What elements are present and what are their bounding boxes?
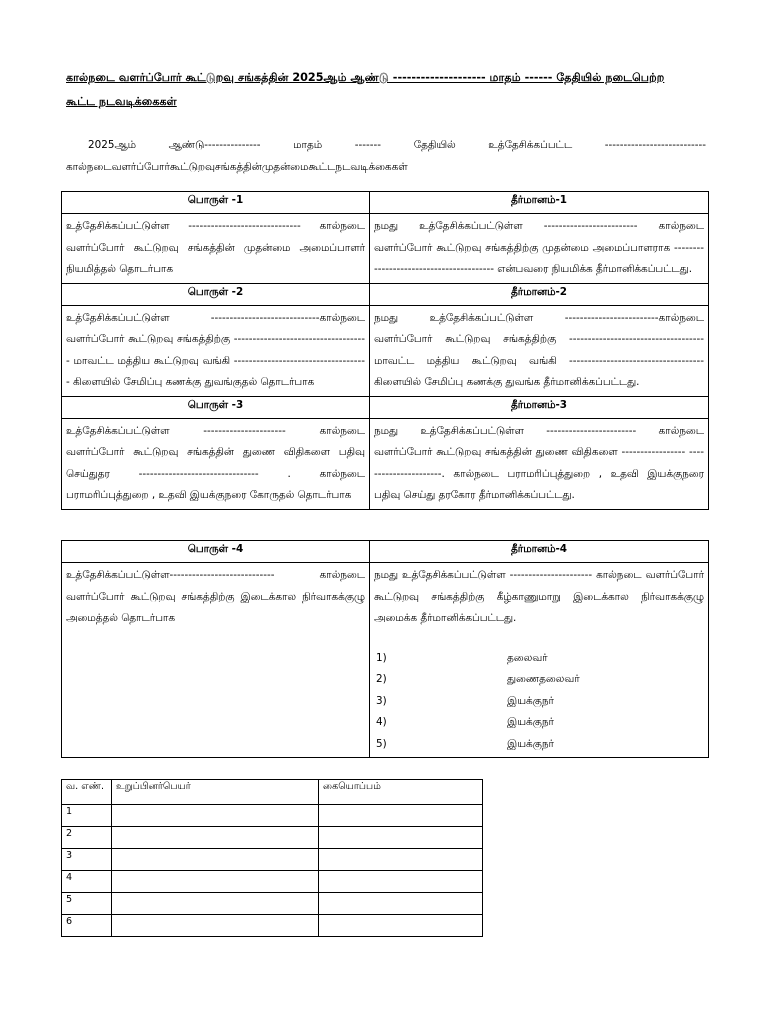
committee-table bbox=[61, 540, 709, 758]
title-line-1: கால்நடை வளர்ப்போர் கூட்டுறவு சங்கத்தின் 2025ஆம் ஆண்டு -------------------- மாதம் ------ தேதியில் நடைபெற்ற bbox=[66, 71, 665, 84]
list-item bbox=[374, 669, 704, 691]
role-name: இயக்குநர் bbox=[507, 737, 554, 750]
member-name-cell[interactable] bbox=[112, 915, 319, 937]
intro-paragraph bbox=[66, 134, 706, 178]
list-item bbox=[374, 734, 704, 756]
intro-line-2: கால்நடைவளர்ப்போர்கூட்டுறவுசங்கத்தின்முதன்மைகூட்டநடவடிக்கைகள் bbox=[66, 161, 408, 173]
resolution-cell-4 bbox=[370, 563, 709, 758]
signature-cell[interactable] bbox=[319, 805, 483, 827]
serial-number-cell: 5 bbox=[62, 893, 112, 915]
subject-heading-2: பொருள் -2 bbox=[62, 283, 370, 305]
serial-number-cell: 4 bbox=[62, 871, 112, 893]
signature-table bbox=[61, 779, 483, 937]
table-row bbox=[62, 893, 483, 915]
subject-heading-3: பொருள் -3 bbox=[62, 396, 370, 418]
signature-cell[interactable] bbox=[319, 915, 483, 937]
role-number: 1) bbox=[376, 651, 387, 664]
role-number: 2) bbox=[376, 673, 387, 685]
resolution-text-4: நமது உத்தேசிக்கப்பட்டுள்ள ---------------------- கால்நடை வளர்ப்போர் கூட்டுறவு சங்கத்திற்கு கீழ்காணுமாறு இடைக்கால நிர்வாகக்குழு அமைக்க தீர்மானிக்கப்பட்டது. bbox=[374, 569, 704, 624]
member-name-cell[interactable] bbox=[112, 805, 319, 827]
title-line-2: கூட்ட நடவடிக்கைகள் bbox=[66, 95, 177, 108]
resolution-heading-4: தீர்மானம்-4 bbox=[370, 541, 709, 563]
serial-number-cell: 2 bbox=[62, 827, 112, 849]
resolution-text-1: நமது உத்தேசிக்கப்பட்டுள்ள ------------------------- கால்நடை வளர்ப்போர் கூட்டுறவு சங்கத்திற்கு முதன்மை அமைப்பாளராக ---------------------------------------- என்பவரை நியமிக்க தீர்மானிக்கப்பட்டது. bbox=[370, 214, 709, 284]
resolution-heading-1: தீர்மானம்-1 bbox=[370, 192, 709, 214]
table-row bbox=[62, 192, 709, 214]
resolution-text-3: நமது உத்தேசிக்கப்பட்டுள்ள ------------------------ கால்நடை வளர்ப்போர் கூட்டுறவு சங்கத்தின் துணை விதிகளை ----------------- ----------------------. கால்நடை பராமரிப்புத்துறை , உதவி இயக்குநரை பதிவு செய்து தரகோர தீர்மானிக்கப்பட்டது. bbox=[370, 418, 709, 509]
list-item bbox=[374, 691, 704, 713]
member-name-cell[interactable] bbox=[112, 871, 319, 893]
subject-text-3: உத்தேசிக்கப்பட்டுள்ள ---------------------- கால்நடை வளர்ப்போர் கூட்டுறவு சங்கத்தின் துணை விதிகளை பதிவு செய்துதர -------------------------------- . கால்நடை பராமரிப்புத்துறை , உதவி இயக்குநரை கோருதல் தொடர்பாக bbox=[62, 418, 370, 509]
list-item bbox=[374, 648, 704, 670]
signature-cell[interactable] bbox=[319, 893, 483, 915]
table-row bbox=[62, 541, 709, 563]
table-row bbox=[62, 827, 483, 849]
member-name-cell[interactable] bbox=[112, 893, 319, 915]
resolution-text-2: நமது உத்தேசிக்கப்பட்டுள்ள -------------------------கால்நடை வளர்ப்போர் கூட்டுறவு சங்கத்திற்கு ------------------------------------ மாவட்ட மத்திய கூட்டுறவு வங்கி ------------------------------------ கிளையில் சேமிப்பு கணக்கு துவங்க தீர்மானிக்கப்பட்டது. bbox=[370, 305, 709, 396]
role-name: தலைவர் bbox=[507, 651, 548, 664]
member-name-cell[interactable] bbox=[112, 827, 319, 849]
table-row bbox=[62, 418, 709, 509]
role-name: இயக்குநர் bbox=[507, 716, 554, 728]
subject-text-4: உத்தேசிக்கப்பட்டுள்ள---------------------------- கால்நடை வளர்ப்போர் கூட்டுறவு சங்கத்திற்கு இடைக்கால நிர்வாகக்குழு அமைத்தல் தொடர்பாக bbox=[62, 563, 370, 758]
table-row bbox=[62, 305, 709, 396]
list-item bbox=[374, 712, 704, 734]
serial-number-cell: 6 bbox=[62, 915, 112, 937]
table-row bbox=[62, 563, 709, 758]
member-name-header: உறுப்பினர்பெயர் bbox=[112, 780, 319, 805]
member-name-cell[interactable] bbox=[112, 849, 319, 871]
table-header-row bbox=[62, 780, 483, 805]
resolution-heading-2: தீர்மானம்-2 bbox=[370, 283, 709, 305]
signature-header: கையொப்பம் bbox=[319, 780, 483, 805]
serial-number-cell: 1 bbox=[62, 805, 112, 827]
signature-cell[interactable] bbox=[319, 849, 483, 871]
signature-cell[interactable] bbox=[319, 827, 483, 849]
resolutions-table bbox=[61, 191, 709, 510]
table-row bbox=[62, 805, 483, 827]
document-title bbox=[66, 66, 706, 114]
serial-number-header: வ. எண். bbox=[62, 780, 112, 805]
serial-number-cell: 3 bbox=[62, 849, 112, 871]
table-row bbox=[62, 214, 709, 284]
role-number: 5) bbox=[376, 737, 387, 750]
table-row bbox=[62, 849, 483, 871]
table-row bbox=[62, 283, 709, 305]
subject-heading-1: பொருள் -1 bbox=[62, 192, 370, 214]
role-number: 4) bbox=[376, 716, 387, 728]
table-row bbox=[62, 871, 483, 893]
role-number: 3) bbox=[376, 694, 387, 707]
resolution-heading-3: தீர்மானம்-3 bbox=[370, 396, 709, 418]
role-name: துணைதலைவர் bbox=[507, 673, 580, 685]
subject-heading-4: பொருள் -4 bbox=[62, 541, 370, 563]
intro-line-1: 2025ஆம் ஆண்டு--------------- மாதம் ------- தேதியில் உத்தேசிக்கப்பட்ட --------------------------- bbox=[88, 139, 706, 151]
subject-text-1: உத்தேசிக்கப்பட்டுள்ள ------------------------------ கால்நடை வளர்ப்போர் கூட்டுறவு சங்கத்தின் முதன்மை அமைப்பாளர் நியமித்தல் தொடர்பாக bbox=[62, 214, 370, 284]
signature-cell[interactable] bbox=[319, 871, 483, 893]
role-name: இயக்குநர் bbox=[507, 694, 554, 707]
table-row bbox=[62, 915, 483, 937]
subject-text-2: உத்தேசிக்கப்பட்டுள்ள -----------------------------கால்நடை வளர்ப்போர் கூட்டுறவு சங்கத்திற்கு ------------------------------------ மாவட்ட மத்திய கூட்டுறவு வங்கி ------------------------------------ கிளையில் சேமிப்பு கணக்கு துவங்குதல் தொடர்பாக bbox=[62, 305, 370, 396]
table-row bbox=[62, 396, 709, 418]
